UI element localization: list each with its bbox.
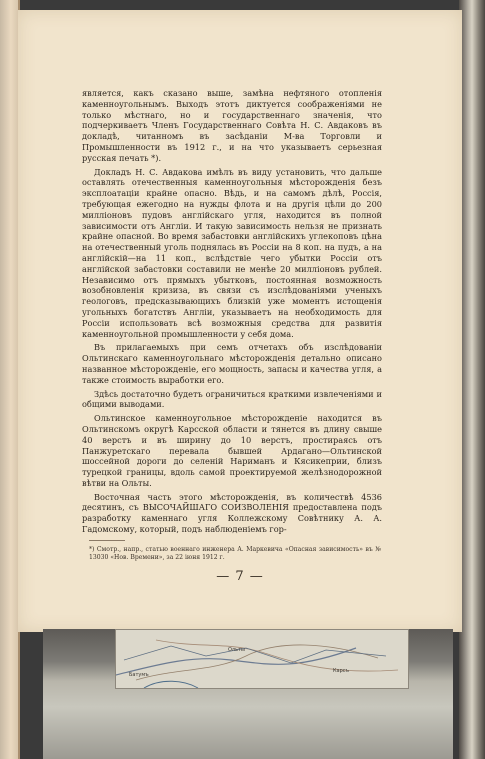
map-label: Батумъ (129, 672, 149, 678)
paragraph: Ольтинское каменноугольное мѣсторожденіе находится въ Ольтинскомъ округѣ Карсской области и тянется въ длину свыше 40 верстъ и въ ширину до 10 верстъ, простираясь отъ Панжуретскаго перевала бывшей Ардагано—Ольтинской шоссейной дороги до селеній Нариманъ и Кясикеприи, близъ турецкой границы, вдоль самой проектируемой желѣзнодорожной вѣтви на Ольты. (82, 413, 382, 488)
page-number: — 7 — (216, 569, 264, 584)
folded-map-fragment (43, 629, 453, 759)
map-label: Карсъ (333, 668, 350, 674)
book-spine (0, 0, 20, 759)
map-label: Ольты (228, 647, 245, 653)
book-page (18, 10, 462, 632)
paragraph: Докладъ Н. С. Авдакова имѣлъ въ виду установить, что дальше оставлять отечественныя каменноугольныя мѣсторожденія безъ эксплоатаціи крайне опасно. Вѣдь, и на самомъ дѣлѣ, Россія, требующая ежегодно на нужды флота и на другія цѣли до 200 милліоновъ пудовъ англійскаго угля, находится въ полной зависимости отъ Англіи. И такую зависимость нельзя не признать крайне опасной. Во время забастовки англійскихъ углекоповъ цѣна на отечественный уголь поднялась въ Россіи на 8 коп. на пудъ, а на англійскій—на 11 коп., вслѣдствіе чего убытки Россіи отъ англійской забастовки составили не менѣе 20 милліоновъ рублей. Независимо отъ прямыхъ убытковъ, постоянная возможность возобновленія кризиза, въ связи съ изслѣдованіями ученыхъ геологовъ, предсказывающихъ близкій уже моментъ истощенія угольныхъ богатствъ Англіи, указываетъ на необходимость для Россіи использовать всѣ возможныя средства для развитія каменноугольной промышленности у себя дома. (82, 166, 382, 339)
page-text (82, 88, 382, 538)
right-page-edge (459, 0, 485, 759)
paragraph: Восточная часть этого мѣсторожденія, въ количествѣ 4536 десятинъ, съ ВЫСОЧАЙШАГО СОИЗВОЛЕНІЯ предоставлена подъ разработку каменнаго угля Коллежскому Совѣтнику А. А. Гадомскому, который, подъ наблюденіемъ гор- (82, 491, 382, 535)
map-sheet (115, 629, 409, 689)
footnote: *) Смотр., напр., статью военнаго инженера А. Маркевича «Опасная зависимость» въ № 13030 «Нов. Времени», за 22 іюня 1912 г. (89, 546, 381, 561)
paragraph: Здѣсь достаточно будетъ ограничиться краткими извлеченіями и общими выводами. (82, 388, 382, 410)
map-lines (116, 630, 408, 688)
footnote-separator (89, 540, 125, 541)
paragraph: является, какъ сказано выше, замѣна нефтяного отопленія каменноугольнымъ. Выходъ этотъ диктуется соображеніями не только мѣстнаго, но и государственнаго значенія, что подчеркиваетъ Членъ Государственнаго Совѣта Н. С. Авдаковъ въ докладѣ, читанномъ въ засѣданіи М-ва Торговли и Промышленности въ 1912 г., и на что указываетъ серьезная русская печать *). (82, 88, 382, 163)
paragraph: Въ прилагаемыхъ при семъ отчетахъ объ изслѣдованіи Ольтинскаго каменноугольнаго мѣсторожденія детально описано названное мѣсторожденіе, его мощность, запасы и качества угля, а также стоимость выработки его. (82, 342, 382, 385)
